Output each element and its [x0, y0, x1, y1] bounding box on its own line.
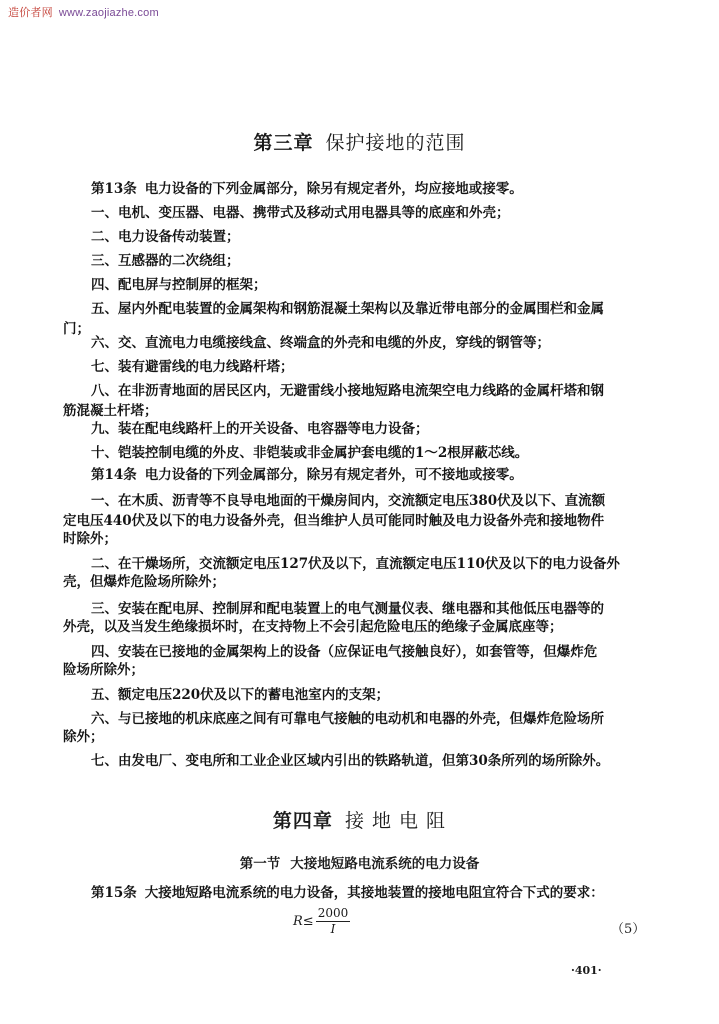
list-item: 二、电力设备传动装置； [91, 229, 240, 245]
watermark-url: www.zaojiazhe.com [58, 7, 159, 19]
list-item: 七、装有避雷线的电力线路杆塔； [91, 359, 294, 375]
page-number: ·401· [571, 964, 602, 977]
list-item: 一、在木质、沥青等不良导电地面的干燥房间内，交流额定电压380伏及以下、直流额 [91, 493, 606, 509]
formula-denominator: I [330, 922, 336, 936]
chapter-4-name: 接 地 电 阻 [344, 810, 447, 832]
section-1-label: 第一节 [239, 856, 281, 872]
article-13-intro [91, 180, 523, 198]
list-item-continuation: 壳，但爆炸危险场所除外； [63, 574, 225, 590]
chapter-3-label: 第三章 [253, 132, 314, 154]
list-item: 四、安装在已接地的金属架构上的设备（应保证电气接触良好），如套管等，但爆炸危 [91, 644, 598, 660]
list-item-continuation: 定电压440伏及以下的电力设备外壳，但当维护人员可能同时触及电力设备外壳和接地物件 [63, 513, 605, 529]
list-item: 八、在非沥青地面的居民区内，无避雷线小接地短路电流架空电力线路的金属杆塔和钢 [91, 383, 604, 399]
article-text: 电力设备的下列金属部分，除另有规定者外，均应接地或接零。 [144, 181, 523, 197]
chapter-4-label: 第四章 [272, 810, 333, 832]
list-item: 一、电机、变压器、电器、携带式及移动式用电器具等的底座和外壳； [91, 205, 510, 221]
equation-number: （5） [611, 922, 646, 937]
article-number: 第15条 [91, 885, 137, 901]
chapter-3-name: 保护接地的范围 [325, 132, 466, 154]
formula-fraction [316, 906, 351, 937]
list-item: 五、屋内外配电装置的金属架构和钢筋混凝土架构以及靠近带电部分的金属围栏和金属 [91, 301, 604, 317]
chapter-4-title [0, 806, 719, 833]
list-item: 十、铠装控制电缆的外皮、非铠装或非金属护套电缆的1～2根屏蔽芯线。 [91, 445, 529, 461]
list-item: 四、配电屏与控制屏的框架； [91, 277, 267, 293]
formula-lhs: R≤ [293, 914, 314, 929]
article-15-intro [91, 884, 604, 902]
list-item: 五、额定电压220伏及以下的蓄电池室内的支架； [91, 687, 390, 703]
watermark-site-name: 造价者网 [8, 7, 53, 19]
list-item: 六、与已接地的机床底座之间有可靠电气接触的电动机和电器的外壳，但爆炸危险场所 [91, 711, 604, 727]
article-14-intro [91, 466, 523, 484]
list-item: 三、互感器的二次绕组； [91, 253, 240, 269]
list-item-continuation: 险场所除外； [63, 662, 144, 678]
list-item: 二、在干燥场所，交流额定电压127伏及以下，直流额定电压110伏及以下的电力设备外 [91, 556, 620, 572]
list-item: 九、装在配电线路杆上的开关设备、电容器等电力设备； [91, 421, 429, 437]
list-item-continuation: 外壳，以及当发生绝缘损坏时，在支持物上不会引起危险电压的绝缘子金属底座等； [63, 619, 563, 635]
article-number: 第13条 [91, 181, 137, 197]
article-number: 第14条 [91, 467, 137, 483]
section-1-name: 大接地短路电流系统的电力设备 [290, 856, 480, 872]
list-item-continuation: 时除外； [63, 531, 117, 547]
list-item: 三、安装在配电屏、控制屏和配电装置上的电气测量仪表、继电器和其他低压电器等的 [91, 601, 604, 617]
formula-numerator: 2000 [317, 906, 349, 920]
resistance-formula [293, 906, 350, 937]
list-item-continuation: 除外； [63, 729, 104, 745]
article-text: 大接地短路电流系统的电力设备，其接地装置的接地电阻宜符合下式的要求： [144, 885, 604, 901]
list-item: 七、由发电厂、变电所和工业企业区域内引出的铁路轨道，但第30条所列的场所除外。 [91, 753, 610, 769]
list-item: 六、交、直流电力电缆接线盒、终端盒的外壳和电缆的外皮，穿线的钢管等； [91, 335, 550, 351]
chapter-3-title [0, 128, 719, 155]
section-1-title [0, 852, 719, 872]
site-watermark [8, 4, 159, 20]
list-item-continuation: 筋混凝土杆塔； [63, 403, 158, 419]
list-item-continuation: 门； [63, 321, 90, 337]
article-text: 电力设备的下列金属部分，除另有规定者外，可不接地或接零。 [144, 467, 523, 483]
